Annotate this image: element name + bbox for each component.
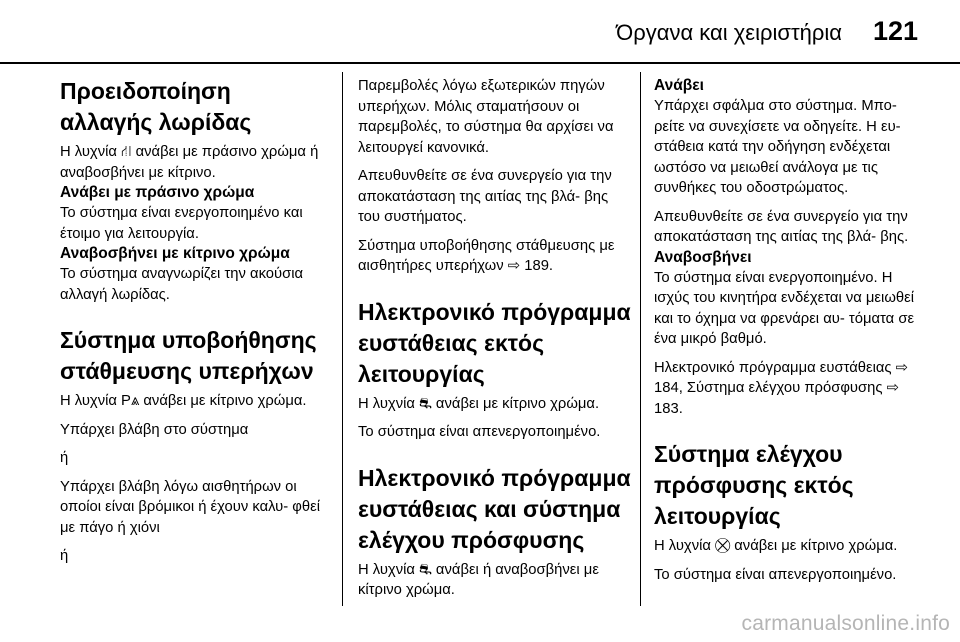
heading-esp-off: Ηλεκτρονικό πρόγραμμα ευστάθειας εκτός λειτουργίας: [358, 298, 631, 387]
paragraph: Υπάρχει βλάβη λόγω αισθητήρων οι οποίοι είναι βρόμικοι ή έχουν καλυ- φθεί με πάγο ή χιόνι: [60, 478, 321, 536]
paragraph: Απευθυνθείτε σε ένα συνεργείο για την αποκατάσταση της αιτίας της βλά- βης.: [654, 208, 909, 245]
paragraph: Η λυχνία ⛒ ανάβει με κίτρινο χρώμα.: [654, 538, 898, 554]
subheading-flashing: Αναβοσβήνει: [654, 248, 752, 266]
paragraph: Το σύστημα αναγνωρίζει την ακούσια αλλαγή λωρίδας.: [60, 266, 304, 303]
paragraph: Η λυχνία ⛙ ανάβει με πράσινο χρώμα ή αναβοσβήνει με κίτρινο.: [60, 144, 319, 181]
column-divider-2: [640, 72, 641, 606]
header-divider: [0, 62, 960, 64]
watermark-text: carmanualsonline.info: [741, 612, 950, 635]
paragraph: Το σύστημα είναι απενεργοποιημένο.: [358, 424, 601, 440]
heading-traction-control-off: Σύστημα ελέγχου πρόσφυσης εκτός λειτουργίας: [654, 441, 854, 529]
subheading-lights-on: Ανάβει: [654, 77, 704, 94]
paragraph: Σύστημα υποβοήθησης στάθμευσης με αισθητήρες υπερήχων ⇨ 189.: [358, 237, 615, 274]
column-right: [654, 76, 924, 585]
column-middle: [358, 76, 634, 601]
paragraph: Ηλεκτρονικό πρόγραμμα ευστάθειας ⇨ 184, Σύστημα ελέγχου πρόσφυσης ⇨ 183.: [654, 359, 909, 417]
subheading-flashing-yellow: Αναβοσβήνει με κίτρινο χρώμα: [60, 245, 290, 262]
heading-parking-assist: Σύστημα υποβοήθησης στάθμευσης υπερήχων: [60, 327, 317, 384]
paragraph: ή: [60, 548, 69, 564]
subheading-green: Ανάβει με πράσινο χρώμα: [60, 184, 255, 201]
paragraph: Παρεμβολές λόγω εξωτερικών πηγών υπερήχων. Μόλις σταματήσουν οι παρεμβολές, το σύστημα θα αρχίσει να λειτουργεί κανονικά.: [358, 78, 614, 156]
paragraph: Υπάρχει σφάλμα στο σύστημα. Μπο- ρείτε να συνεχίσετε να οδηγείτε. Η ευ- στάθεια κατά την οδήγηση ενδέχεται ωστόσο να μειωθεί ανάλογα με τις συνθήκες του οδοστρώματος.: [654, 98, 901, 196]
column-left: [60, 76, 326, 567]
paragraph: Η λυχνία ⛐ ανάβει ή αναβοσβήνει με κίτρινο χρώμα.: [358, 561, 599, 598]
paragraph: Το σύστημα είναι απενεργοποιημένο.: [654, 566, 897, 583]
heading-esp-and-traction: Ηλεκτρονικό πρόγραμμα ευστάθειας και σύστημα ελέγχου πρόσφυσης: [358, 464, 631, 553]
paragraph: Το σύστημα είναι ενεργοποιημένο. Η ισχύς του κινητήρα ενδέχεται να μειωθεί και το όχημα να φρενάρει αυ- τόματα σε ένα μικρό βαθμό.: [654, 269, 915, 347]
paragraph: Η λυχνία P⩓ ανάβει με κίτρινο χρώμα.: [60, 393, 307, 409]
paragraph: ή: [60, 450, 69, 466]
heading-lane-change-warning: Προειδοποίηση αλλαγής λωρίδας: [60, 78, 252, 135]
page-header: [0, 12, 960, 52]
paragraph: Η λυχνία ⛐ ανάβει με κίτρινο χρώμα.: [358, 395, 600, 412]
header-title: Όργανα και χειριστήρια: [616, 20, 842, 45]
column-divider-1: [342, 72, 343, 606]
paragraph: Υπάρχει βλάβη στο σύστημα: [60, 421, 249, 438]
page-number: 121: [872, 16, 918, 46]
paragraph: Απευθυνθείτε σε ένα συνεργείο για την αποκατάσταση της αιτίας της βλά- βης του συστήματος.: [358, 168, 612, 225]
paragraph: Το σύστημα είναι ενεργοποιημένο και έτοιμο για λειτουργία.: [60, 205, 303, 242]
